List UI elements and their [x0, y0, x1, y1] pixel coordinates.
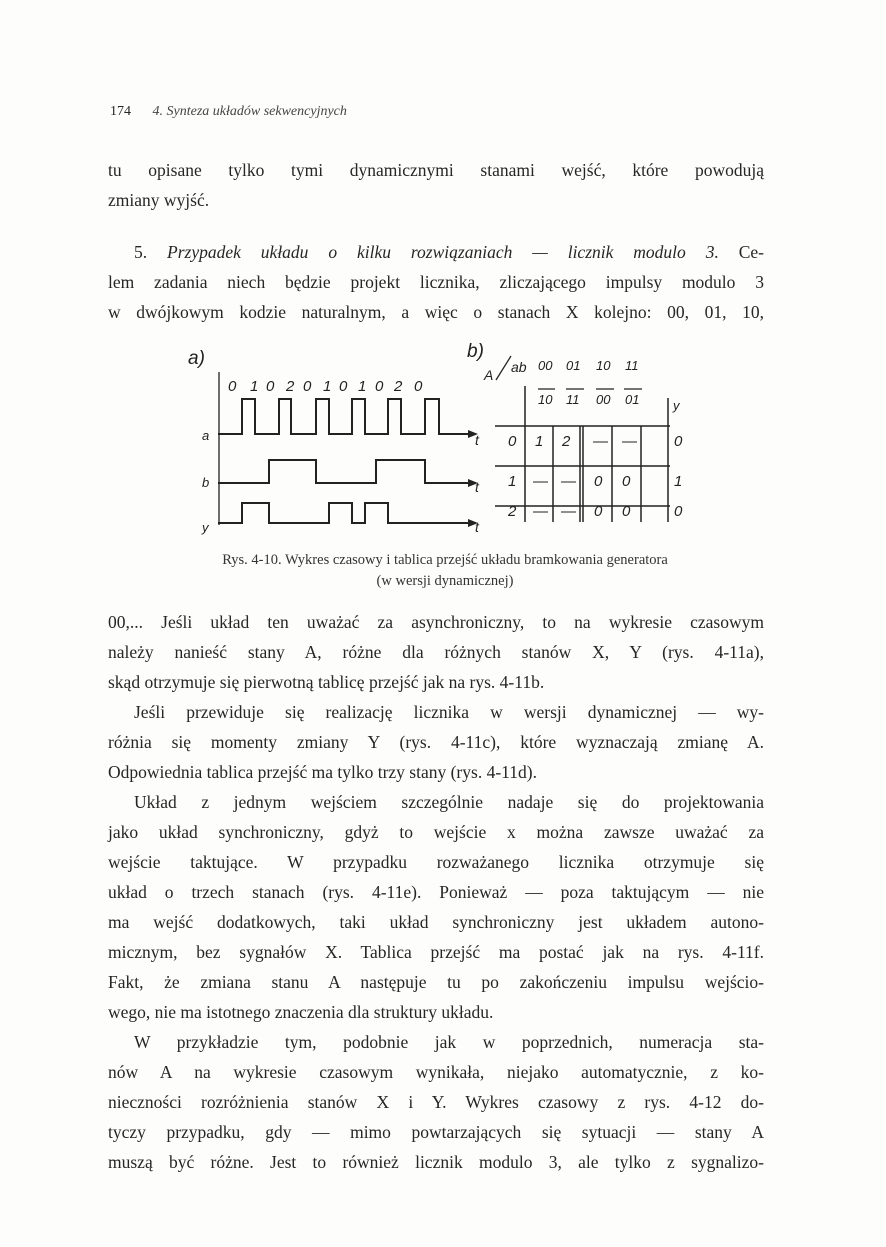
time-label: t [475, 519, 479, 535]
text-line: różnia się momenty zmiany Y (rys. 4-11c), które wyznaczają zmianę A. [108, 732, 764, 752]
table-cell: 0 [594, 473, 603, 490]
column-header-top: 11 [625, 358, 639, 373]
text-line: Układ z jednym wejściem szczególnie nadaje się do projektowania [134, 792, 764, 812]
body-text [108, 607, 764, 1177]
time-label: t [475, 432, 479, 448]
table-corner-state: A [484, 367, 494, 383]
column-header-top: 10 [596, 358, 611, 373]
row-state: 0 [508, 433, 517, 450]
table-cell: — [593, 433, 608, 450]
row-state: 2 [508, 503, 517, 520]
text-line: skąd otrzymuje się pierwotną tablicę przejść jak na rys. 4-11b. [108, 672, 545, 692]
column-header-bottom: 01 [625, 392, 640, 407]
column-header-bottom: 00 [596, 392, 611, 407]
page-number: 174 [110, 104, 131, 119]
text-line: tyczy przypadku, gdy — mimo powtarzających się sytuacji — stany A [108, 1122, 764, 1142]
signal-label-a: a [202, 428, 210, 443]
figure-4-10 [0, 0, 886, 540]
text-line: Jeśli przewiduje się realizację licznika w wersji dynamicznej — wy- [134, 702, 764, 722]
caption-line: (w wersji dynamicznej) [376, 573, 514, 589]
figure-caption [155, 550, 735, 592]
table-cell: — [561, 473, 576, 490]
text-fragment: Ce- [738, 242, 765, 262]
transition-table-grid [495, 356, 670, 522]
table-cell: 0 [622, 473, 631, 490]
text-line: Fakt, że zmiana stanu A następuje tu po zakończeniu impulsu wejścio- [108, 972, 764, 992]
signal-label-b: b [202, 475, 210, 490]
waveform-a [218, 399, 472, 434]
label-a: a) [188, 348, 205, 369]
text-line: W przykładzie tym, podobnie jak w poprzednich, numeracja sta- [134, 1032, 764, 1052]
text-line: w dwójkowym kodzie naturalnym, a więc o stanach X kolejno: 00, 01, 10, [108, 302, 764, 322]
state-label: 0 [228, 378, 237, 395]
column-header-bottom: 11 [566, 392, 580, 407]
table-cell: — [561, 503, 576, 520]
text-line: tu opisane tylko tymi dynamicznymi stanami wejść, które powodują [108, 160, 764, 180]
text-line: należy nanieść stany A, różne dla różnych stanów X, Y (rys. 4-11a), [108, 642, 764, 662]
text-line: wejście taktujące. W przypadku rozważanego licznika otrzymuje się [108, 852, 764, 872]
text-line: nów A na wykresie czasowym wynikała, niejako automatycznie, z ko- [108, 1062, 764, 1082]
text-line: micznym, bez sygnałów X. Tablica przejść ma postać jak na rys. 4-11f. [108, 942, 764, 962]
text-line: lem zadania niech będzie projekt licznika, zliczającego impulsy modulo 3 [108, 272, 764, 292]
state-label: 0 [339, 378, 348, 395]
row-output: 1 [674, 473, 683, 490]
caption-line: Rys. 4-10. Wykres czasowy i tablica przejść układu bramkowania generatora [222, 552, 668, 568]
state-label: 0 [375, 378, 384, 395]
text-line: jako układ synchroniczny, gdyż to wejście x można zawsze uważać za [108, 822, 764, 842]
row-state: 1 [508, 473, 517, 490]
table-cell: 2 [562, 433, 571, 450]
state-label: 0 [266, 378, 275, 395]
state-label: 2 [394, 378, 403, 395]
section-heading: Przypadek układu o kilku rozwiązaniach — licznik modulo 3. [167, 242, 719, 262]
label-b: b) [467, 341, 484, 362]
text-line: muszą być różne. Jest to również licznik modulo 3, ale tylko z sygnalizo- [108, 1152, 764, 1172]
waveform-b [218, 460, 472, 483]
section-number: 5. [134, 242, 148, 262]
column-header-top: 00 [538, 358, 553, 373]
text-line: zmiany wyjść. [108, 190, 210, 210]
table-cell: — [533, 473, 548, 490]
text-line: 00,... Jeśli układ ten uważać za asynchroniczny, to na wykresie czasowym [108, 612, 764, 632]
state-label: 1 [323, 378, 332, 395]
table-cell: 0 [594, 503, 603, 520]
state-label: 2 [286, 378, 295, 395]
state-label: 1 [250, 378, 259, 395]
text-line: układ o trzech stanach (rys. 4-11e). Ponieważ — poza taktującym — nie [108, 882, 764, 902]
table-cell: — [533, 503, 548, 520]
row-output: 0 [674, 503, 683, 520]
table-cell: — [622, 433, 637, 450]
state-label: 0 [414, 378, 423, 395]
state-label: 1 [358, 378, 367, 395]
row-output: 0 [674, 433, 683, 450]
waveform-y [218, 503, 472, 523]
text-line: Odpowiednia tablica przejść ma tylko trzy stany (rys. 4-11d). [108, 762, 537, 782]
column-header-bottom: 10 [538, 392, 553, 407]
table-cell: 0 [622, 503, 631, 520]
column-header-top: 01 [566, 358, 581, 373]
running-title: 4. Synteza układów sekwencyjnych [152, 104, 347, 119]
state-label: 0 [303, 378, 312, 395]
table-cell: 1 [535, 433, 544, 450]
text-line: ma wejść dodatkowych, taki układ synchroniczny jest układem autono- [108, 912, 764, 932]
table-corner-inputs: ab [511, 359, 527, 375]
text-line: wego, nie ma istotnego znaczenia dla struktury układu. [108, 1002, 494, 1022]
signal-label-y: y [202, 520, 209, 535]
output-header: y [673, 398, 680, 413]
time-label: t [475, 479, 479, 495]
text-line: nieczności rozróżnienia stanów X i Y. Wykres czasowy z rys. 4-12 do- [108, 1092, 764, 1112]
